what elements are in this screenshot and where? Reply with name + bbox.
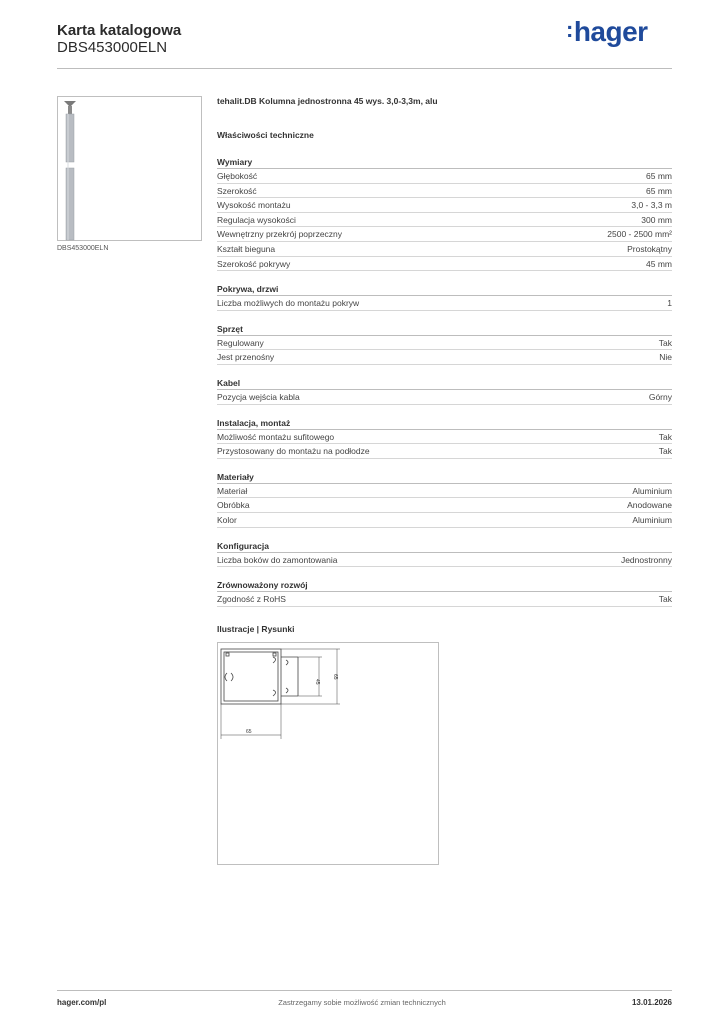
row-value: Prostokątny: [627, 243, 672, 254]
row-value: 3,0 - 3,3 m: [631, 200, 672, 211]
row-value: 2500 - 2500 mm²: [607, 229, 672, 240]
section-title: Pokrywa, drzwi: [217, 283, 672, 296]
section-dimensions: [217, 156, 672, 271]
section-title: Materiały: [217, 471, 672, 484]
row-value: Górny: [648, 391, 672, 402]
table-row: [217, 592, 672, 607]
product-title: tehalit.DB Kolumna jednostronna 45 wys. 3,0-3,3m, alu: [217, 96, 438, 106]
table-row: [217, 336, 672, 351]
section-title: Kabel: [217, 377, 672, 390]
column-product-icon: [58, 97, 203, 242]
row-value: Tak: [658, 337, 672, 348]
table-row: [217, 513, 672, 528]
footer-disclaimer: Zastrzegamy sobie możliwość zmian technicznych: [278, 998, 446, 1007]
header-divider: [57, 68, 672, 69]
row-label: Możliwość montażu sufitowego: [217, 431, 335, 442]
section-title: Wymiary: [217, 156, 672, 169]
section-title: Instalacja, montaż: [217, 417, 672, 430]
row-label: Przystosowany do montażu na podłodze: [217, 446, 370, 457]
row-value: Anodowane: [627, 500, 672, 511]
thumbnail-caption: DBS453000ELN: [57, 245, 109, 252]
dimension-width-label: 65: [246, 729, 252, 735]
section-title: Zrównoważony rozwój: [217, 579, 672, 592]
row-label: Liczba możliwych do montażu pokryw: [217, 298, 360, 309]
row-value: Tak: [658, 594, 672, 605]
dimension-height-label: 65: [332, 674, 338, 680]
row-label: Obróbka: [217, 500, 250, 511]
row-value: 1: [667, 298, 672, 309]
dimension-cover-label: 45: [314, 679, 320, 685]
row-label: Wewnętrzny przekrój poprzeczny: [217, 229, 343, 240]
table-row: [217, 484, 672, 499]
table-row: [217, 169, 672, 184]
logo-dots-icon: :: [566, 17, 573, 42]
section-cable: [217, 377, 672, 405]
row-value: Jednostronny: [620, 554, 672, 565]
row-value: Aluminium: [632, 514, 672, 525]
illustrations-heading: Ilustracje | Rysunki: [217, 624, 295, 634]
properties-sections: [217, 156, 672, 619]
table-row: [217, 444, 672, 459]
section-title: Konfiguracja: [217, 540, 672, 553]
table-row: [217, 553, 672, 568]
section-sustainability: [217, 579, 672, 607]
product-thumbnail: [57, 96, 202, 241]
row-value: 45 mm: [646, 258, 672, 269]
row-value: Tak: [658, 446, 672, 457]
row-label: Jest przenośny: [217, 352, 275, 363]
technical-properties-heading: Właściwości techniczne: [217, 130, 314, 140]
section-title: Sprzęt: [217, 323, 672, 336]
table-row: [217, 257, 672, 272]
row-label: Kolor: [217, 514, 237, 525]
row-value: Tak: [658, 431, 672, 442]
table-row: [217, 430, 672, 445]
row-value: Nie: [659, 352, 672, 363]
table-row: [217, 296, 672, 311]
row-label: Szerokość pokrywy: [217, 258, 291, 269]
row-label: Głębokość: [217, 171, 258, 181]
hager-logo: [566, 16, 648, 48]
row-label: Zgodność z RoHS: [217, 594, 286, 605]
row-label: Regulacja wysokości: [217, 214, 296, 225]
product-code: DBS453000ELN: [57, 39, 168, 56]
table-row: [217, 242, 672, 257]
page-title: Karta katalogowa: [57, 22, 182, 39]
table-row: [217, 227, 672, 242]
section-materials: [217, 471, 672, 528]
section-installation: [217, 417, 672, 459]
row-value: 300 mm: [641, 214, 672, 225]
row-label: Kształt bieguna: [217, 243, 276, 254]
row-label: Materiał: [217, 485, 248, 496]
logo-text: hager: [573, 16, 648, 47]
footer-website-link[interactable]: hager.com/pl: [57, 998, 107, 1007]
footer-divider: [57, 990, 672, 991]
table-row: [217, 350, 672, 365]
table-row: [217, 390, 672, 405]
table-row: [217, 198, 672, 213]
cross-section-drawing-icon: [218, 643, 440, 866]
section-configuration: [217, 540, 672, 568]
row-label: Wysokość montażu: [217, 200, 291, 211]
row-value: 65 mm: [646, 171, 672, 181]
table-row: [217, 498, 672, 513]
section-hardware: [217, 323, 672, 365]
row-value: Aluminium: [632, 485, 672, 496]
technical-drawing: [217, 642, 439, 865]
row-label: Pozycja wejścia kabla: [217, 391, 300, 402]
row-label: Szerokość: [217, 185, 257, 196]
row-label: Liczba boków do zamontowania: [217, 554, 338, 565]
table-row: [217, 213, 672, 228]
row-value: 65 mm: [646, 185, 672, 196]
row-label: Regulowany: [217, 337, 264, 348]
footer-date: 13.01.2026: [631, 998, 672, 1007]
section-cover-doors: [217, 283, 672, 311]
table-row: [217, 184, 672, 199]
